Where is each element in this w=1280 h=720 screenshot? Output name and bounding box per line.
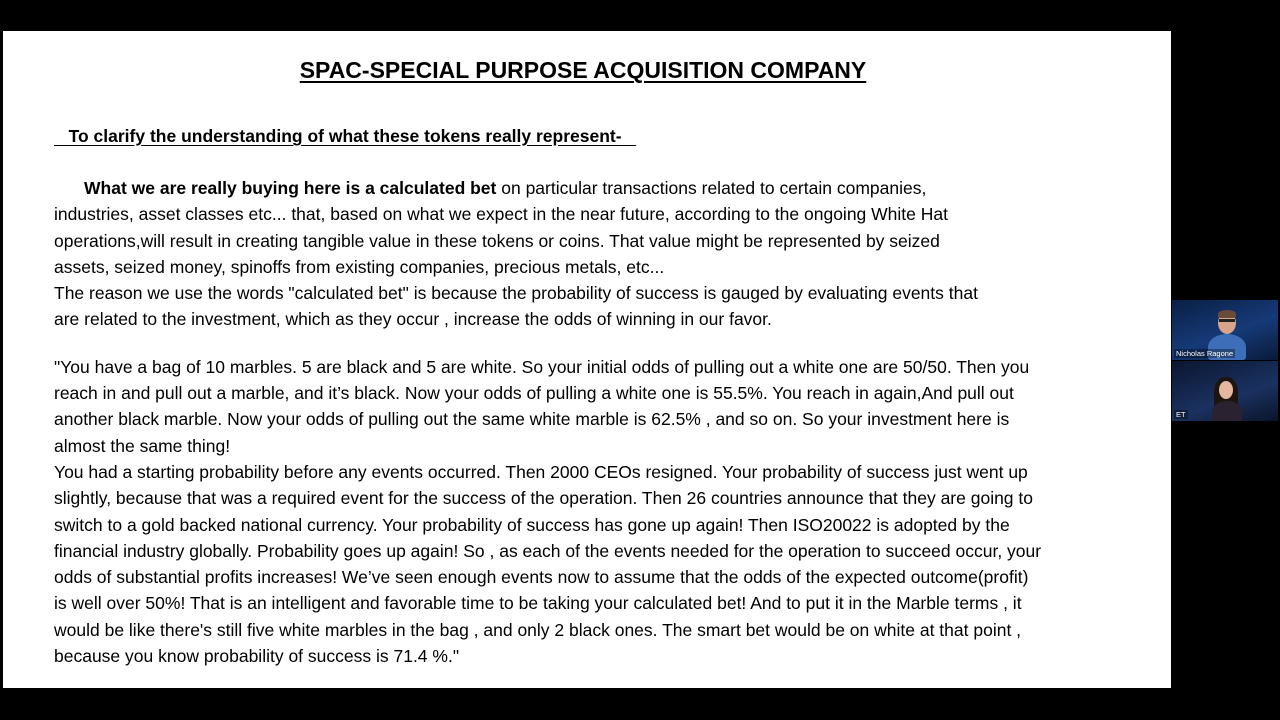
slide-title: SPAC-SPECIAL PURPOSE ACQUISITION COMPANY bbox=[299, 57, 867, 83]
participant-glasses bbox=[1219, 319, 1235, 322]
participant-avatar-body bbox=[1212, 401, 1242, 421]
calculated-bet-text: on particular transactions related to certain companies, industries, asset classes etc... that, based on what we expect in the near future, according to the ongoing White Hat operations,will result in creating tangible value in these tokens or coins. That value might be represented by seized assets, seized money, spinoffs from existing companies, precious metals, etc... bbox=[54, 178, 948, 277]
paragraph-spacer bbox=[54, 333, 1134, 354]
participant-avatar-hair bbox=[1218, 310, 1236, 318]
participant-video-nicholas[interactable] bbox=[1172, 300, 1278, 360]
slide-subtitle: To clarify the understanding of what these tokens really represent- bbox=[54, 126, 637, 146]
paragraph-marbles: "You have a bag of 10 marbles. 5 are black and 5 are white. So your initial odds of pulling out a white one are 50/50. Then you reach in and pull out a marble, and it’s black. Now your odds of pulling a white one is 55.5%. You reach in again,And pull out another black marble. Now your odds of pulling out the same white marble is 62.5% , and so on. So your investment here is almost the same thing! bbox=[54, 356, 1030, 456]
paragraph-probability: You had a starting probability before any events occurred. Then 2000 CEOs resigned. Your probability of success just went up slightly, because that was a required event for the success of the operation. Then 26 countries announce that they are going to switch to a gold backed national currency. Your probability of success has gone up again! Then ISO20022 is adopted by the financial industry globally. Probability goes up again! So , as each of the events needed for the operation to succeed occur, your odds of substantial profits increases! We’ve seen enough events now to assume that the odds of the expected outcome(profit) is well over 50%! That is an intelligent and favorable time to be taking your calculated bet! And to put it in the Marble terms , it would be like there's still five white marbles in the bag , and only 2 black ones. The smart bet would be on white at that point , because you know probability of success is 71.4 %." bbox=[54, 461, 1042, 667]
slide-body bbox=[54, 175, 1134, 669]
paragraph-calculated-bet bbox=[54, 175, 1134, 280]
participant-name-label: ET bbox=[1176, 410, 1186, 419]
participant-name-label: Nicholas Ragone bbox=[1176, 349, 1234, 358]
paragraph-reason: The reason we use the words "calculated bet" is because the probability of success is gauged by evaluating events that are related to the investment, which as they occur , increase the odds of winning in our favor. bbox=[54, 283, 978, 330]
participant-avatar-head bbox=[1219, 381, 1233, 399]
participant-video-et[interactable] bbox=[1172, 361, 1278, 421]
shared-slide bbox=[3, 31, 1171, 688]
calculated-bet-emphasis: What we are really buying here is a calculated bet bbox=[84, 178, 497, 198]
